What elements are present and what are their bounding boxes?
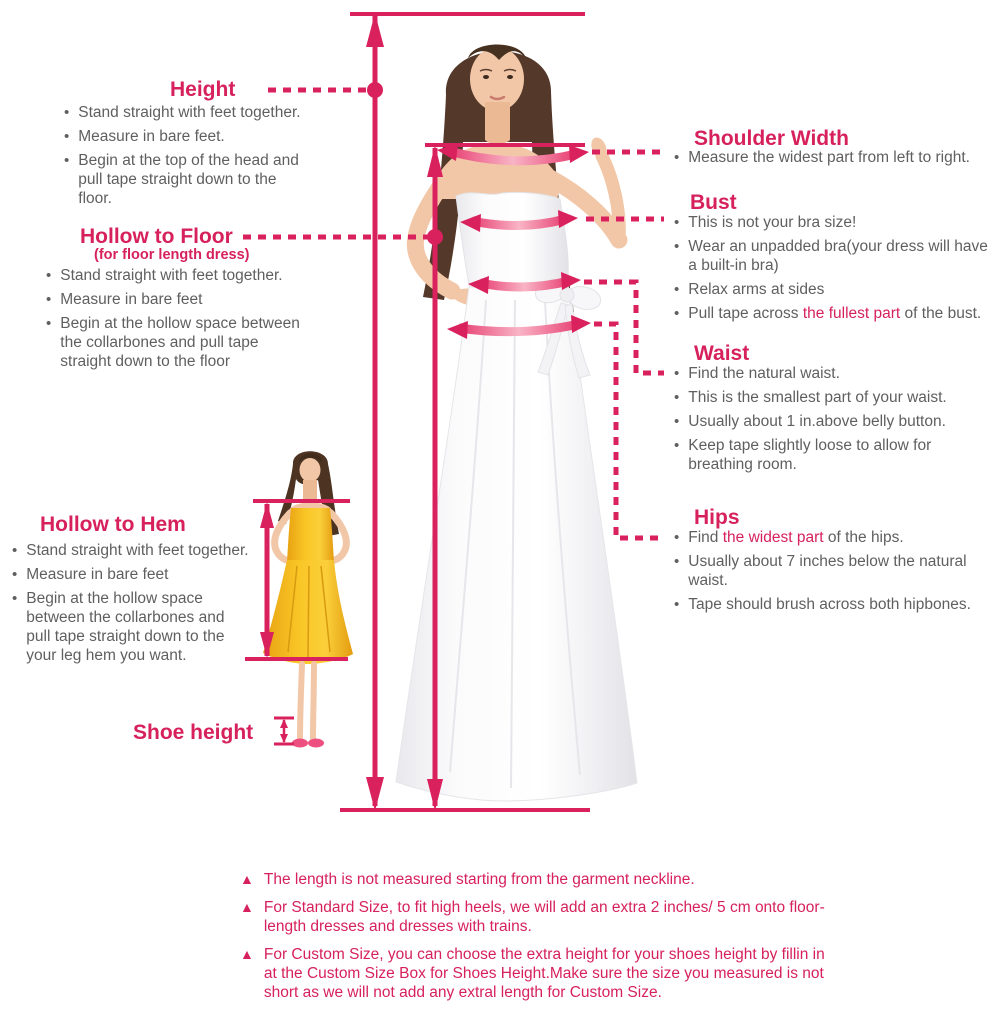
- hips-title: Hips: [694, 506, 740, 529]
- hips-band-arrow-left: [447, 321, 468, 339]
- list-item: • Measure in bare feet: [12, 566, 169, 583]
- eye-right: [507, 75, 513, 79]
- list-item: • Pull tape across the fullest part of the bust.: [674, 305, 982, 322]
- bullet-dot: •: [64, 152, 70, 169]
- list-item: • Stand straight with feet together.: [12, 542, 249, 559]
- hips-dashed-connector: [594, 324, 664, 538]
- highlight-text: the widest part: [722, 529, 824, 546]
- small-dress-bodice: [287, 508, 334, 562]
- warning-triangle-icon: ▲: [240, 871, 254, 887]
- list-item: • Begin at the hollow space between the collarbones and pull tape straight down to the floor: [46, 315, 300, 370]
- hips-bullets: [674, 528, 992, 619]
- neck: [485, 102, 510, 145]
- list-item: • Relax arms at sides: [674, 281, 825, 298]
- notes-list: [240, 870, 828, 1011]
- bullet-dot: •: [674, 305, 680, 322]
- bullet-dot: •: [674, 238, 680, 255]
- list-item: • Stand straight with feet together.: [64, 104, 301, 121]
- hollow-to-floor-title: Hollow to Floor: [80, 225, 233, 248]
- bullet-dot: •: [46, 315, 52, 332]
- bullet-dot: •: [674, 149, 680, 166]
- list-item: • Find the widest part of the hips.: [674, 529, 904, 546]
- height-title: Height: [170, 78, 236, 101]
- list-item: • Stand straight with feet together.: [46, 267, 283, 284]
- shoulder-width-bullets: [674, 148, 996, 172]
- hem-arrow-up: [260, 502, 274, 528]
- list-item: • Find the natural waist.: [674, 365, 840, 382]
- model-knee-length-dress: [263, 451, 353, 747]
- hollow-to-floor-dot: [427, 229, 443, 245]
- bullet-dot: •: [674, 596, 680, 613]
- hips-band-arrow-right: [571, 315, 591, 333]
- bullet-dot: •: [64, 104, 70, 121]
- height-arrow-down: [366, 777, 384, 811]
- bullet-dot: •: [674, 529, 680, 546]
- list-item: • Measure in bare feet.: [64, 128, 225, 145]
- shoulder-width-title: Shoulder Width: [694, 127, 849, 150]
- warning-triangle-icon: ▲: [240, 899, 254, 915]
- hollow-to-hem-title: Hollow to Hem: [40, 513, 186, 536]
- hollow-to-hem-bullets: [12, 541, 250, 670]
- small-leg: [300, 664, 302, 739]
- waist-title: Waist: [694, 342, 750, 365]
- bow-knot: [560, 288, 574, 302]
- list-item: • Begin at the top of the head and pull tape straight down to the floor.: [64, 152, 299, 207]
- shoulder-band-arrow-right: [569, 145, 589, 163]
- bullet-dot: •: [674, 437, 680, 454]
- shoe-height-title: Shoe height: [133, 721, 254, 744]
- hollow-to-floor-arrow-down: [427, 779, 443, 811]
- height-dot: [367, 82, 383, 98]
- bust-bullets: [674, 213, 996, 328]
- list-item: • Tape should brush across both hipbones.: [674, 596, 971, 613]
- bullet-dot: •: [64, 128, 70, 145]
- shoe-gauge-arrow-up: [280, 719, 288, 728]
- bullet-dot: •: [12, 566, 18, 583]
- list-item: • This is the smallest part of your waist.: [674, 389, 947, 406]
- waist-bullets: [674, 364, 996, 479]
- hollow-to-floor-subtitle: (for floor length dress): [94, 247, 250, 263]
- list-item: • Measure in bare feet: [46, 291, 203, 308]
- note-item: ▲ For Custom Size, you can choose the extra height for your shoes height by fillin in at the Custom Size Box for Shoes Height.Make sure the size you measured is not short as we will not add any extral length for Custom Size.: [240, 946, 825, 1001]
- small-shoe: [308, 739, 324, 748]
- bullet-dot: •: [674, 214, 680, 231]
- small-face: [300, 458, 321, 482]
- height-arrow-up: [366, 13, 384, 47]
- bullet-dot: •: [46, 291, 52, 308]
- list-item: • Usually about 7 inches below the natural waist.: [674, 553, 967, 589]
- bullet-dot: •: [46, 267, 52, 284]
- list-item: • Keep tape slightly loose to allow for breathing room.: [674, 437, 932, 473]
- highlight-text: the fullest part: [802, 305, 901, 322]
- bullet-dot: •: [12, 542, 18, 559]
- eye-left: [483, 75, 489, 79]
- list-item: • Begin at the hollow space between the collarbones and pull tape straight down to the your leg hem you want.: [12, 590, 225, 664]
- list-item: • This is not your bra size!: [674, 214, 857, 231]
- note-item: ▲ For Standard Size, to fit high heels, we will add an extra 2 inches/ 5 cm onto floor-length dresses and dresses with trains.: [240, 899, 825, 935]
- bullet-dot: •: [674, 553, 680, 570]
- small-shoe: [292, 739, 308, 748]
- bullet-dot: •: [674, 281, 680, 298]
- small-pleat: [308, 566, 309, 658]
- bullet-dot: •: [12, 590, 18, 607]
- bust-band-arrow-right: [558, 210, 578, 228]
- dress-skirt: [396, 287, 637, 801]
- list-item: • Wear an unpadded bra(your dress will have a built-in bra): [674, 238, 988, 274]
- height-bullets: [64, 103, 314, 213]
- warning-triangle-icon: ▲: [240, 946, 254, 962]
- list-item: • Measure the widest part from left to right.: [674, 149, 970, 166]
- bullet-dot: •: [674, 389, 680, 406]
- shoe-gauge-arrow-down: [280, 734, 288, 743]
- bullet-dot: •: [674, 365, 680, 382]
- hollow-to-floor-bullets: [46, 266, 308, 376]
- note-item: ▲ The length is not measured starting from the garment neckline.: [240, 871, 695, 888]
- dress-bodice: [456, 192, 568, 289]
- bullet-dot: •: [674, 413, 680, 430]
- bust-title: Bust: [690, 191, 737, 214]
- small-leg: [313, 664, 314, 739]
- list-item: • Usually about 1 in.above belly button.: [674, 413, 946, 430]
